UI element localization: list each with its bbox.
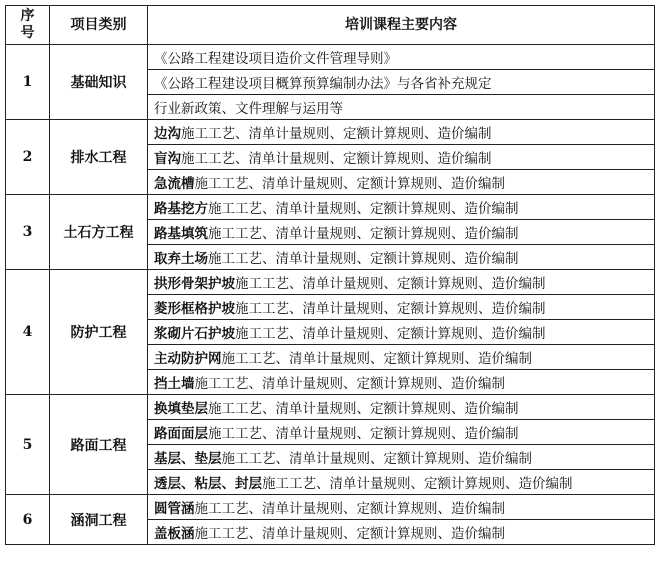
content-item-text: 施工工艺、清单计量规则、定额计算规则、造价编制 [208, 201, 519, 217]
row-seq: 1 [6, 45, 50, 120]
content-item [148, 470, 655, 495]
content-item [148, 395, 655, 420]
content-item-topic: 菱形框格护坡 [154, 301, 235, 317]
row-seq: 2 [6, 120, 50, 195]
content-item [148, 495, 655, 520]
content-item [148, 45, 655, 70]
training-content-table [5, 5, 655, 545]
row-seq: 5 [6, 395, 50, 495]
content-item-text: 施工工艺、清单计量规则、定额计算规则、造价编制 [194, 176, 505, 192]
content-item-text: 施工工艺、清单计量规则、定额计算规则、造价编制 [208, 251, 519, 267]
content-item-text: 施工工艺、清单计量规则、定额计算规则、造价编制 [235, 301, 546, 317]
content-item-topic: 基层、垫层 [154, 451, 222, 467]
content-item-topic: 急流槽 [154, 176, 195, 192]
content-item-topic: 盖板涵 [154, 526, 195, 542]
content-item-text: 施工工艺、清单计量规则、定额计算规则、造价编制 [208, 401, 519, 417]
row-category: 防护工程 [50, 270, 148, 395]
content-item [148, 245, 655, 270]
content-item [148, 220, 655, 245]
content-item-topic: 拱形骨架护坡 [154, 276, 235, 292]
content-item-topic: 透层、粘层、封层 [154, 476, 262, 492]
content-item [148, 420, 655, 445]
row-category: 路面工程 [50, 395, 148, 495]
content-item [148, 95, 655, 120]
table-row [6, 395, 655, 420]
content-item-text: 施工工艺、清单计量规则、定额计算规则、造价编制 [181, 126, 492, 142]
content-item-topic: 换填垫层 [154, 401, 208, 417]
content-item [148, 195, 655, 220]
row-category: 土石方工程 [50, 195, 148, 270]
content-item [148, 70, 655, 95]
content-item-text: 行业新政策、文件理解与运用等 [154, 101, 343, 117]
table-row [6, 45, 655, 70]
table-row [6, 120, 655, 145]
content-item-text: 《公路工程建设项目造价文件管理导则》 [154, 51, 397, 67]
content-item [148, 345, 655, 370]
row-category: 基础知识 [50, 45, 148, 120]
content-item-topic: 路基填筑 [154, 226, 208, 242]
content-item-text: 施工工艺、清单计量规则、定额计算规则、造价编制 [181, 151, 492, 167]
content-item-topic: 挡土墙 [154, 376, 195, 392]
content-item [148, 445, 655, 470]
content-item [148, 170, 655, 195]
content-item-topic: 取弃土场 [154, 251, 208, 267]
header-category: 项目类别 [50, 6, 148, 45]
table-row [6, 270, 655, 295]
header-seq: 序 号 [6, 6, 50, 45]
content-item-text: 施工工艺、清单计量规则、定额计算规则、造价编制 [235, 276, 546, 292]
table-row [6, 195, 655, 220]
content-item [148, 520, 655, 545]
content-item-text: 施工工艺、清单计量规则、定额计算规则、造价编制 [221, 351, 532, 367]
content-item-text: 施工工艺、清单计量规则、定额计算规则、造价编制 [194, 376, 505, 392]
content-item-topic: 盲沟 [154, 151, 181, 167]
table-row [6, 495, 655, 520]
content-item-text: 施工工艺、清单计量规则、定额计算规则、造价编制 [221, 451, 532, 467]
content-item [148, 120, 655, 145]
content-item-text: 施工工艺、清单计量规则、定额计算规则、造价编制 [194, 501, 505, 517]
content-item [148, 320, 655, 345]
content-item-text: 《公路工程建设项目概算预算编制办法》与各省补充规定 [154, 76, 492, 92]
content-item-text: 施工工艺、清单计量规则、定额计算规则、造价编制 [194, 526, 505, 542]
header-content: 培训课程主要内容 [148, 6, 655, 45]
content-item-topic: 路基挖方 [154, 201, 208, 217]
content-item-topic: 圆管涵 [154, 501, 195, 517]
content-item-text: 施工工艺、清单计量规则、定额计算规则、造价编制 [208, 226, 519, 242]
content-item-text: 施工工艺、清单计量规则、定额计算规则、造价编制 [208, 426, 519, 442]
content-item-text: 施工工艺、清单计量规则、定额计算规则、造价编制 [235, 326, 546, 342]
content-item-topic: 主动防护网 [154, 351, 222, 367]
row-category: 排水工程 [50, 120, 148, 195]
content-item-text: 施工工艺、清单计量规则、定额计算规则、造价编制 [262, 476, 573, 492]
header-row [6, 6, 655, 45]
row-seq: 3 [6, 195, 50, 270]
row-seq: 6 [6, 495, 50, 545]
table-body [6, 45, 655, 545]
content-item [148, 145, 655, 170]
row-seq: 4 [6, 270, 50, 395]
row-category: 涵洞工程 [50, 495, 148, 545]
content-item-topic: 浆砌片石护坡 [154, 326, 235, 342]
content-item-topic: 边沟 [154, 126, 181, 142]
content-item-topic: 路面面层 [154, 426, 208, 442]
content-item [148, 270, 655, 295]
content-item [148, 370, 655, 395]
content-item [148, 295, 655, 320]
